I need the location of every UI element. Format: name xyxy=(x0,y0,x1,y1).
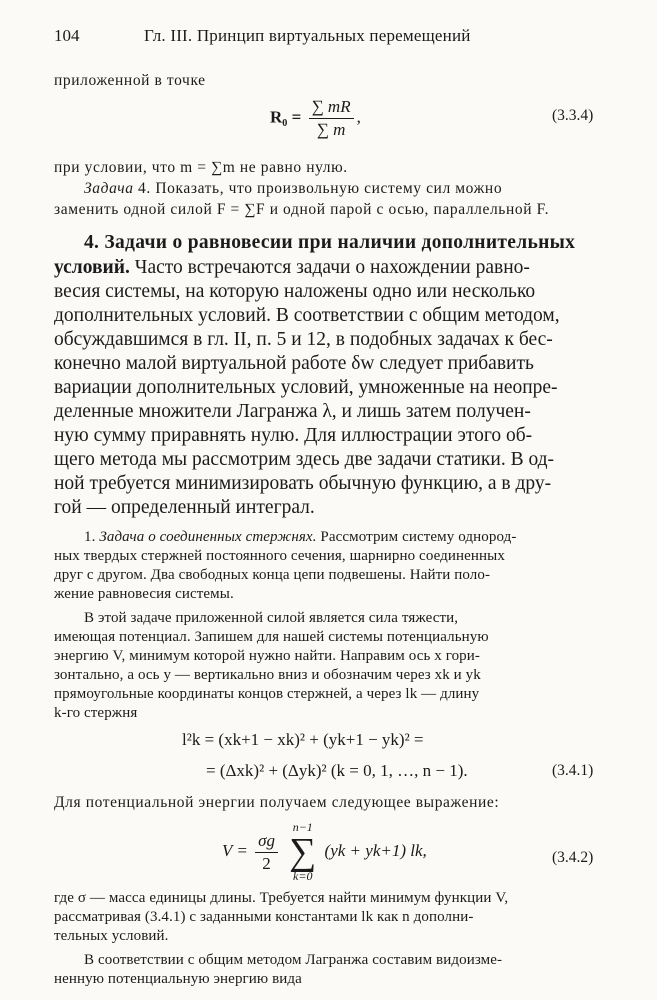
equation-3-4-2 xyxy=(222,820,427,884)
condition-line: при условии, что m = ∑m не равно нулю. xyxy=(54,159,348,176)
problem1-para2-line6: k-го стержня xyxy=(54,705,138,721)
eq-3-3-4-denominator: ∑ m xyxy=(316,120,346,139)
energy-intro-line: Для потенциальной энергии получаем следующее выражение: xyxy=(54,794,500,811)
eq-3-4-2-body: (yk + yk+1) lk, xyxy=(324,840,427,860)
problem1-line2: ных твердых стержней постоянного сечения, шарнирно соединенных xyxy=(54,548,505,564)
task4-line1 xyxy=(54,180,602,198)
equation-3-4-1-line1: l²k = (xk+1 − xk)² + (yk+1 − yk)² = xyxy=(182,730,424,749)
section4-line6: вариации дополнительных условий, умноженные на неопре- xyxy=(54,377,558,398)
eq-3-3-4-numerator: ∑ mR xyxy=(309,97,354,119)
section4-text-1: Часто встречаются задачи о нахождении равно- xyxy=(134,257,530,278)
equation-3-3-4 xyxy=(270,97,361,140)
eq-3-4-2-lhs: V = xyxy=(222,840,248,860)
section4-line10: ной требуется минимизировать обычную функцию, а в дру- xyxy=(54,473,552,494)
problem1-line3: друг с другом. Два свободных конца цепи подвешены. Найти поло- xyxy=(54,567,491,583)
eq-3-3-4-tail: , xyxy=(356,107,361,127)
equation-number-3-4-1: (3.4.1) xyxy=(552,762,594,779)
equation-3-4-1-line2: = (Δxk)² + (Δyk)² (k = 0, 1, …, n − 1). xyxy=(206,761,468,780)
task4-label: Задача xyxy=(84,180,134,197)
problem1-para2-line1: В этой задаче приложенной силой является сила тяжести, xyxy=(84,610,459,626)
problem1-para2-line4: зонтально, а ось y — вертикально вниз и обозначим через xk и yk xyxy=(54,667,481,683)
section4-line11: гой — определенный интеграл. xyxy=(54,497,315,518)
closing-line2: рассматривая (3.4.1) с заданными константами lk как n дополни- xyxy=(54,909,474,925)
task4-text: 4. Показать, что произвольную систему сил можно xyxy=(138,180,503,197)
problem1-title: Задача о соединенных стержнях. xyxy=(99,529,317,545)
task4-line2: заменить одной силой F = ∑F и одной парой с осью, параллельной F. xyxy=(54,201,550,218)
problem1-para2-line5: прямоугольные координаты концов стержней, а через lk — длину xyxy=(54,686,480,702)
section4-heading-cont: условий. xyxy=(54,257,130,278)
closing-line4: В соответствии с общим методом Лагранжа составим видоизме- xyxy=(84,952,503,968)
eq-3-4-2-upper: n−1 xyxy=(292,820,313,834)
section4-line1 xyxy=(54,257,602,279)
sigma-symbol: ∑ xyxy=(289,831,317,873)
equation-number-3-4-2: (3.4.2) xyxy=(552,849,594,866)
running-title: Гл. III. Принцип виртуальных перемещений xyxy=(144,26,471,45)
problem1-text: Рассмотрим систему однород- xyxy=(320,529,517,545)
closing-line1: где σ — масса единицы длины. Требуется найти минимум функции V, xyxy=(54,890,509,906)
eq-3-4-2-numerator: σg xyxy=(255,831,278,853)
section4-line5: конечно малой виртуальной работе δw следует прибавить xyxy=(54,353,534,374)
section4-heading: 4. Задачи о равновесии при наличии дополнительных xyxy=(84,232,576,253)
eq-3-3-4-fraction xyxy=(309,97,354,140)
section4-line8: ную сумму приравнять нулю. Для иллюстрации этого об- xyxy=(54,425,533,446)
section4-line7: деленные множители Лагранжа λ, и лишь затем получен- xyxy=(54,401,531,422)
section4-line3: дополнительных условий. В соответствии с общим методом, xyxy=(54,305,560,326)
eq-3-4-2-lower: k=0 xyxy=(293,869,313,883)
problem1-line4: жение равновесия системы. xyxy=(54,586,234,602)
eq-3-4-2-denominator: 2 xyxy=(262,853,271,873)
problem1-para2-line2: имеющая потенциал. Запишем для нашей системы потенциальную xyxy=(54,629,489,645)
closing-line3: тельных условий. xyxy=(54,928,169,944)
equation-number-3-3-4: (3.3.4) xyxy=(552,107,594,124)
section4-line2: весия системы, на которую наложены одно или несколько xyxy=(54,281,536,302)
eq-3-4-2-fraction xyxy=(255,831,278,874)
eq-3-3-4-lhs: R₀ = xyxy=(270,107,302,127)
section4-line4: обсуждавшимся в гл. II, п. 5 и 12, в подобных задачах к бес- xyxy=(54,329,553,350)
problem1-line1 xyxy=(54,529,602,546)
eq-3-4-2-sum xyxy=(289,820,316,884)
intro-line: приложенной в точке xyxy=(54,72,206,89)
section4-line9: щего метода мы рассмотрим здесь две задачи статики. В од- xyxy=(54,449,555,470)
closing-line5: ненную потенциальную энергию вида xyxy=(54,971,302,987)
problem1-para2-line3: энергию V, минимум которой нужно найти. Направим ось x гори- xyxy=(54,648,480,664)
page-number: 104 xyxy=(54,26,80,45)
page-header xyxy=(54,26,602,48)
problem1-number: 1. xyxy=(84,529,96,545)
